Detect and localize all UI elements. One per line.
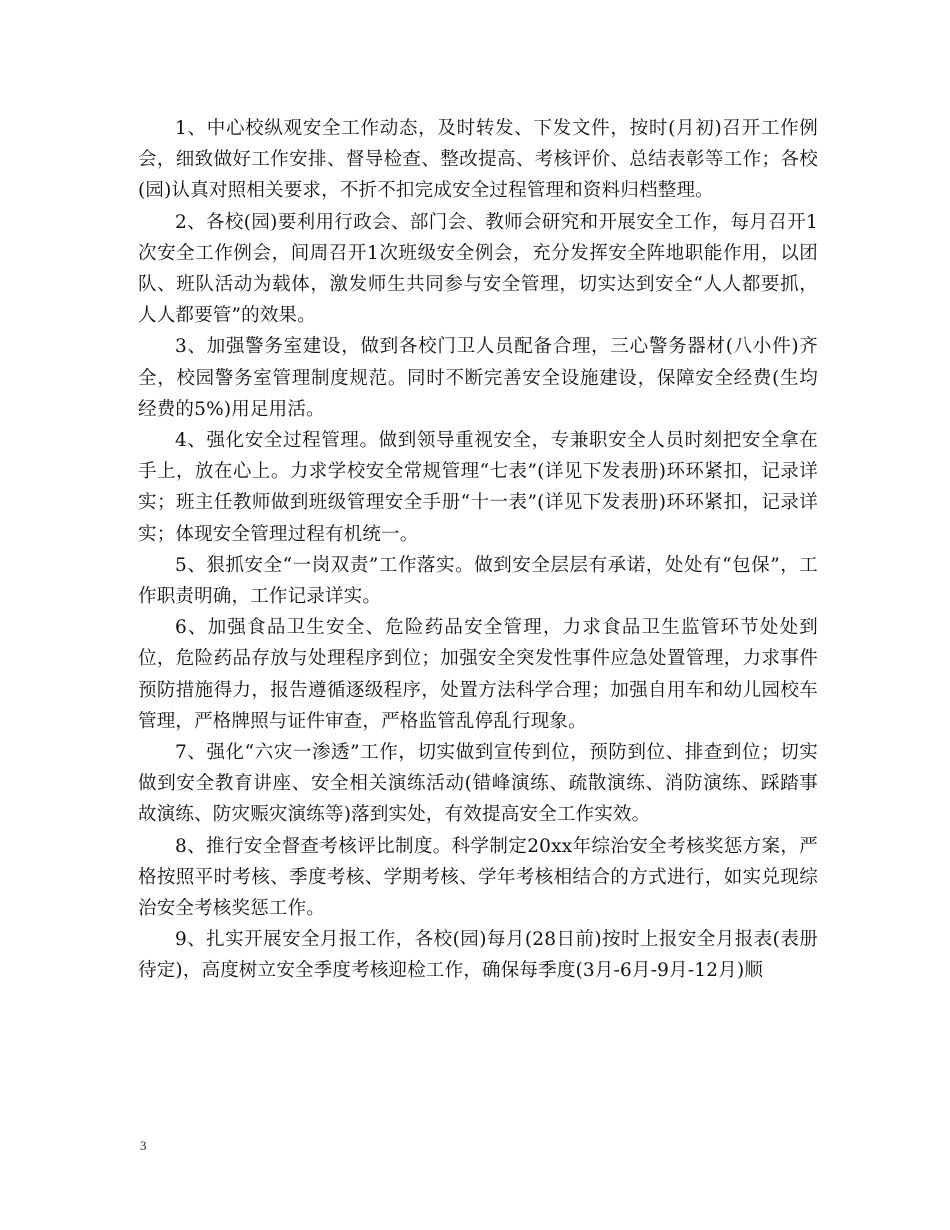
paragraph-4: 4、强化安全过程管理。做到领导重视安全，专兼职安全人员时刻把安全拿在手上，放在心上。力求学校安全常规管理“七表”(详见下发表册)环环紧扣，记录详实；班主任教师做到班级管理安全手册“十一表”(详见下发表册)环环紧扣，记录详实；体现安全管理过程有机统一。: [138, 430, 818, 545]
page-number: 3: [140, 1138, 147, 1153]
paragraph-1: 1、中心校纵观安全工作动态，及时转发、下发文件，按时(月初)召开工作例会，细致做好工作安排、督导检查、整改提高、考核评价、总结表彰等工作；各校(园)认真对照相关要求，不折不扣完成安全过程管理和资料归档整理。: [138, 118, 818, 202]
paragraph-3: 3、加强警务室建设，做到各校门卫人员配备合理，三心警务器材(八小件)齐全，校园警务室管理制度规范。同时不断完善安全设施建设，保障安全经费(生均经费的5%)用足用活。: [138, 336, 818, 420]
paragraph-5: 5、狠抓安全“一岗双责”工作落实。做到安全层层有承诺，处处有“包保”，工作职责明确，工作记录详实。: [138, 554, 818, 608]
paragraph-8: 8、推行安全督查考核评比制度。科学制定20xx年综治安全考核奖惩方案，严格按照平时考核、季度考核、学期考核、学年考核相结合的方式进行，如实兑现综治安全考核奖惩工作。: [138, 835, 818, 920]
paragraph-2: 2、各校(园)要利用行政会、部门会、教师会研究和开展安全工作，每月召开1次安全工作例会，间周召开1次班级安全例会，充分发挥安全阵地职能作用，以团队、班队活动为载体，激发师生共同参与安全管理，切实达到安全“人人都要抓，人人都要管”的效果。: [138, 211, 818, 327]
document-body: [138, 113, 818, 987]
paragraph-6: 6、加强食品卫生安全、危险药品安全管理，力求食品卫生监管环节处处到位，危险药品存放与处理程序到位；加强安全突发性事件应急处置管理，力求事件预防措施得力，报告遵循逐级程序，处置方法科学合理；加强自用车和幼儿园校车管理，严格牌照与证件审查，严格监管乱停乱行现象。: [138, 617, 818, 732]
paragraph-7: 7、强化“六灾一渗透”工作，切实做到宣传到位，预防到位、排查到位；切实做到安全教育讲座、安全相关演练活动(错峰演练、疏散演练、消防演练、踩踏事故演练、防灾赈灾演练等)落到实处，有效提高安全工作实效。: [138, 742, 818, 826]
paragraph-9: 9、扎实开展安全月报工作，各校(园)每月(28日前)按时上报安全月报表(表册待定)，高度树立安全季度考核迎检工作，确保每季度(3月-6月-9月-12月)顺: [138, 929, 818, 982]
